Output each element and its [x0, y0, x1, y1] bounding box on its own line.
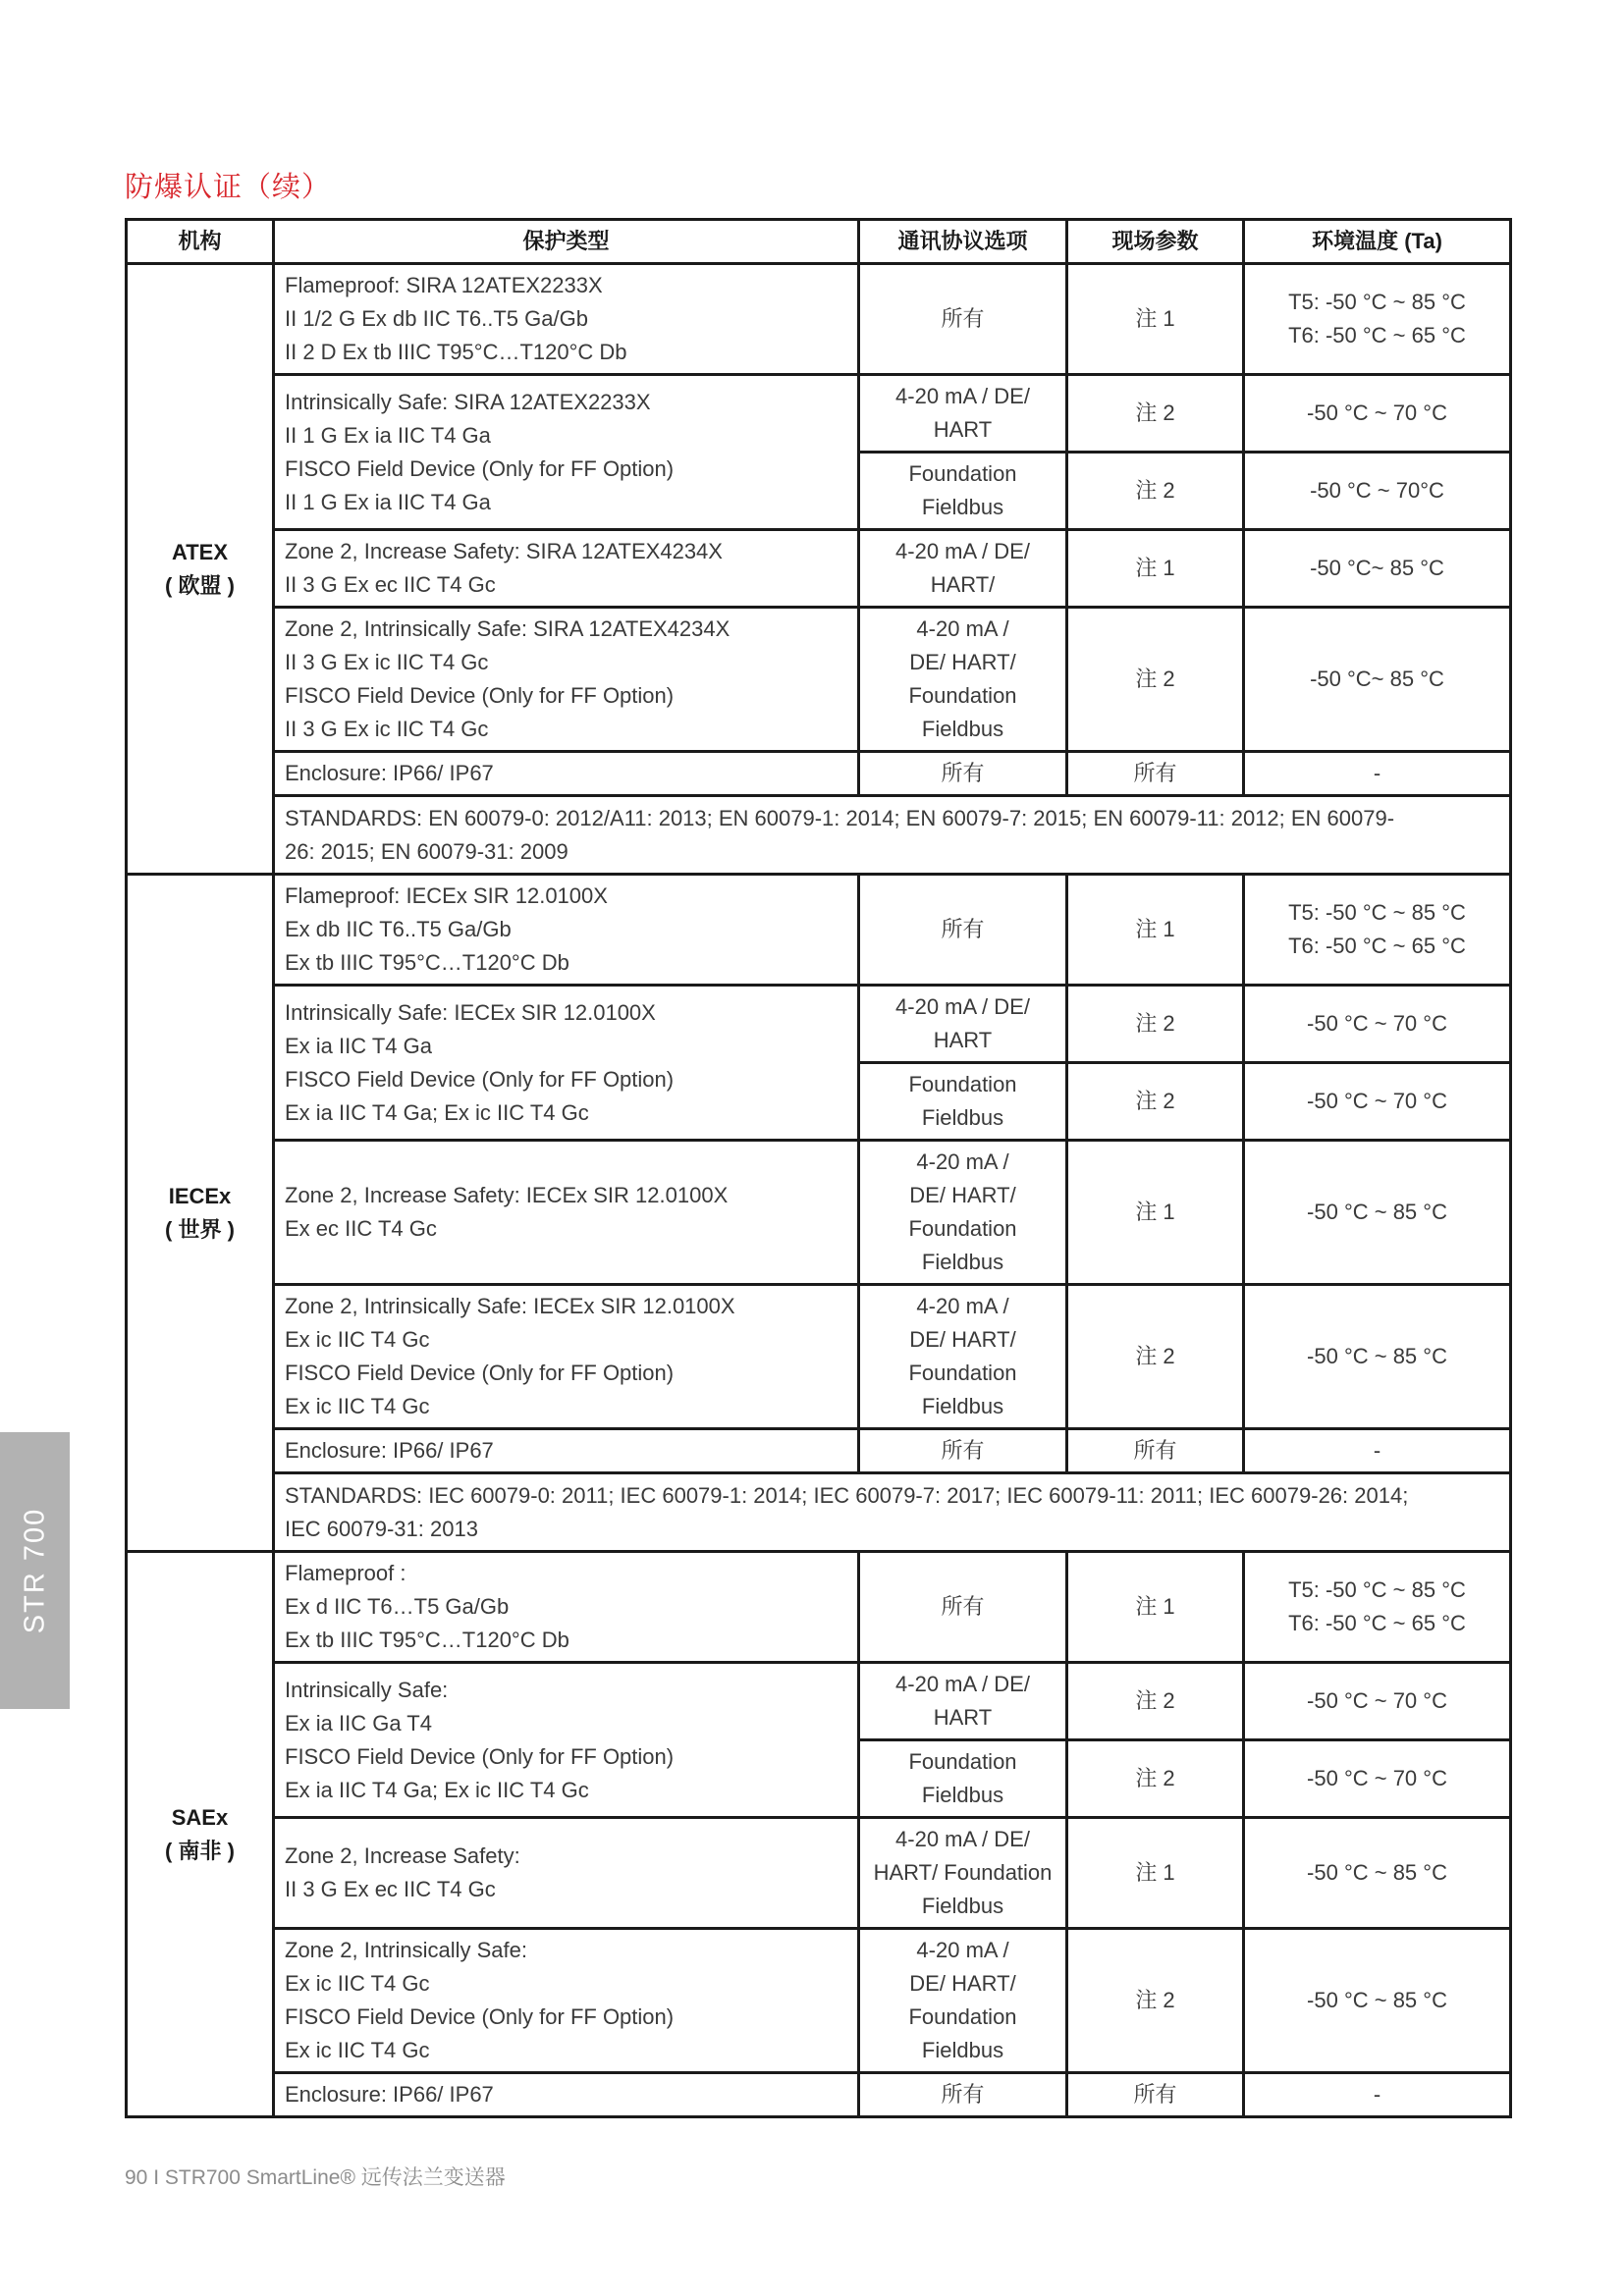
cell-line: 注 2: [1135, 400, 1175, 425]
cell-line: Enclosure: IP66/ IP67: [285, 761, 494, 785]
temp-cell: [1244, 875, 1511, 986]
cell-line: HART: [933, 1705, 993, 1730]
cell-line: Ex ia IIC T4 Ga: [285, 1033, 432, 1058]
comm-cell: [859, 752, 1067, 796]
comm-cell: [859, 1818, 1067, 1929]
standards-row: [127, 796, 1511, 875]
cell-line: Ex ic IIC T4 Gc: [285, 1394, 430, 1418]
cell-line: Fieldbus: [921, 1250, 1004, 1274]
table-row: [127, 2073, 1511, 2117]
cell-line: IECEx: [168, 1183, 232, 1208]
table-row: [127, 875, 1511, 986]
cell-line: -50 °C ~ 70 °C: [1307, 1011, 1447, 1036]
cell-line: Flameproof: IECEx SIR 12.0100X: [285, 883, 608, 908]
cell-line: DE/ HART/: [909, 650, 1016, 674]
table-row: [127, 1552, 1511, 1663]
cell-line: Ex db IIC T6..T5 Ga/Gb: [285, 917, 512, 941]
cell-line: FISCO Field Device (Only for FF Option): [285, 455, 675, 481]
table-row: [127, 608, 1511, 752]
comm-cell: [859, 375, 1067, 453]
field-cell: [1067, 1429, 1244, 1473]
cell-line: Zone 2, Increase Safety:: [285, 1843, 520, 1868]
cell-line: -: [1373, 2082, 1381, 2107]
cell-line: Zone 2, Increase Safety: SIRA 12ATEX4234X: [285, 539, 723, 563]
cell-line: Ex ic IIC T4 Gc: [285, 1327, 430, 1352]
cell-line: 所有: [941, 306, 985, 331]
cell-line: 注 2: [1135, 1344, 1175, 1368]
table-row: [127, 1141, 1511, 1285]
cell-line: T5: -50 °C ~ 85 °C: [1288, 900, 1466, 925]
field-cell: [1067, 2073, 1244, 2117]
cell-line: 注 2: [1135, 1011, 1175, 1036]
protection-cell: [274, 530, 859, 608]
cell-line: T5: -50 °C ~ 85 °C: [1288, 1577, 1466, 1602]
cell-line: 注 2: [1135, 1766, 1175, 1790]
field-cell: [1067, 264, 1244, 375]
cell-line: 26: 2015; EN 60079-31: 2009: [285, 838, 568, 864]
field-cell: [1067, 1818, 1244, 1929]
field-cell: [1067, 1141, 1244, 1285]
cell-line: Ex ia IIC Ga T4: [285, 1710, 432, 1735]
cell-line: SAEx: [171, 1804, 229, 1830]
table-row: [127, 752, 1511, 796]
cell-line: Ex ia IIC T4 Ga; Ex ic IIC T4 Gc: [285, 1099, 589, 1125]
cell-line: 注 2: [1135, 478, 1175, 503]
header-ambient-temp: 环境温度 (Ta): [1244, 220, 1511, 264]
cell-line: 注 2: [1135, 1988, 1175, 2012]
temp-cell: [1244, 1929, 1511, 2073]
cell-line: HART: [933, 417, 993, 442]
cell-line: Ex tb IIIC T95°C…T120°C Db: [285, 1628, 569, 1652]
cell-line: -50 °C~ 85 °C: [1310, 667, 1444, 691]
cell-line: 所有: [1133, 761, 1177, 785]
cell-line: 4-20 mA /: [916, 1938, 1009, 1962]
cell-line: -50 °C ~ 85 °C: [1307, 1344, 1447, 1368]
cell-line: 注 1: [1135, 917, 1175, 941]
field-cell: [1067, 1663, 1244, 1740]
cell-line: Foundation: [908, 1072, 1017, 1096]
table-row: [127, 1663, 1511, 1740]
comm-cell: [859, 1063, 1067, 1141]
field-cell: [1067, 530, 1244, 608]
protection-cell: [274, 986, 859, 1141]
comm-cell: [859, 2073, 1067, 2117]
temp-cell: [1244, 1063, 1511, 1141]
comm-cell: [859, 1929, 1067, 2073]
cell-line: ( 南非 ): [165, 1838, 235, 1863]
protection-cell: [274, 1429, 859, 1473]
page-footer: 90 I STR700 SmartLine® 远传法兰变送器: [125, 2166, 506, 2189]
header-comm-options: 通讯协议选项: [859, 220, 1067, 264]
cell-line: FISCO Field Device (Only for FF Option): [285, 1066, 675, 1092]
cell-line: II 3 G Ex ec IIC T4 Gc: [285, 1877, 496, 1901]
cell-line: 注 1: [1135, 556, 1175, 580]
cell-line: 注 2: [1135, 1688, 1175, 1713]
cell-line: Ex ia IIC T4 Ga; Ex ic IIC T4 Gc: [285, 1777, 589, 1802]
protection-cell: [274, 1929, 859, 2073]
protection-cell: [274, 608, 859, 752]
comm-cell: [859, 1552, 1067, 1663]
protection-cell: [274, 875, 859, 986]
cell-line: II 2 D Ex tb IIIC T95°C…T120°C Db: [285, 340, 627, 364]
cell-line: II 1/2 G Ex db IIC T6..T5 Ga/Gb: [285, 306, 588, 331]
cell-line: HART: [933, 1028, 993, 1052]
cell-line: T5: -50 °C ~ 85 °C: [1288, 290, 1466, 314]
cell-line: Ex tb IIIC T95°C…T120°C Db: [285, 950, 569, 975]
field-cell: [1067, 1740, 1244, 1818]
cell-line: FISCO Field Device (Only for FF Option): [285, 2004, 675, 2029]
cell-line: 注 2: [1135, 667, 1175, 691]
cell-line: Fieldbus: [921, 1894, 1004, 1918]
cell-line: Flameproof :: [285, 1561, 406, 1585]
comm-cell: [859, 1141, 1067, 1285]
comm-cell: [859, 875, 1067, 986]
cell-line: ( 欧盟 ): [165, 572, 235, 598]
cell-line: 4-20 mA / DE/: [895, 539, 1030, 563]
cell-line: 注 1: [1135, 1594, 1175, 1619]
cell-line: HART/: [930, 572, 996, 597]
table-row: [127, 264, 1511, 375]
header-field-params: 现场参数: [1067, 220, 1244, 264]
cell-line: Zone 2, Intrinsically Safe: SIRA 12ATEX4234X: [285, 616, 731, 641]
cell-line: DE/ HART/: [909, 1183, 1016, 1207]
comm-cell: [859, 264, 1067, 375]
field-cell: [1067, 375, 1244, 453]
cell-line: 所有: [1133, 2082, 1177, 2107]
standards-text: [274, 1473, 1511, 1552]
cell-line: -50 °C~ 85 °C: [1310, 556, 1444, 580]
cell-line: II 3 G Ex ec IIC T4 Gc: [285, 572, 496, 597]
temp-cell: [1244, 986, 1511, 1063]
protection-cell: [274, 1818, 859, 1929]
table-row: [127, 375, 1511, 453]
cell-line: FISCO Field Device (Only for FF Option): [285, 1361, 675, 1385]
cell-line: Ex d IIC T6…T5 Ga/Gb: [285, 1594, 510, 1619]
temp-cell: [1244, 1285, 1511, 1429]
temp-cell: [1244, 530, 1511, 608]
cell-line: ATEX: [171, 539, 229, 564]
temp-cell: [1244, 1552, 1511, 1663]
table-row: [127, 1818, 1511, 1929]
certification-table: [125, 218, 1512, 2118]
field-cell: [1067, 1285, 1244, 1429]
field-cell: [1067, 986, 1244, 1063]
cell-line: -50 °C ~ 70 °C: [1307, 1766, 1447, 1790]
cell-line: -50 °C ~ 70 °C: [1307, 1089, 1447, 1113]
cell-line: Foundation: [908, 461, 1017, 486]
cell-line: FISCO Field Device (Only for FF Option): [285, 683, 675, 708]
cell-line: 4-20 mA /: [916, 1294, 1009, 1318]
org-iecex: [127, 875, 274, 1552]
cell-line: Intrinsically Safe:: [285, 1677, 449, 1702]
field-cell: [1067, 1552, 1244, 1663]
table-row: [127, 1285, 1511, 1429]
protection-cell: [274, 375, 859, 530]
cell-line: Fieldbus: [921, 1105, 1004, 1130]
table-row: [127, 530, 1511, 608]
cell-line: Fieldbus: [921, 2038, 1004, 2062]
cell-line: IEC 60079-31: 2013: [285, 1516, 478, 1541]
cell-line: FISCO Field Device (Only for FF Option): [285, 1743, 675, 1769]
cell-line: 注 1: [1135, 306, 1175, 331]
cell-line: Intrinsically Safe: IECEx SIR 12.0100X: [285, 999, 656, 1025]
cell-line: STANDARDS: IEC 60079-0: 2011; IEC 60079-1: 2014; IEC 60079-7: 2017; IEC 60079-11: 2011; IEC 60079-26: 2014;: [285, 1482, 1409, 1508]
temp-cell: [1244, 1141, 1511, 1285]
comm-cell: [859, 608, 1067, 752]
table-header-row: [127, 220, 1511, 264]
table-row: [127, 1929, 1511, 2073]
cell-line: 注 1: [1135, 1860, 1175, 1885]
cell-line: -50 °C ~ 70°C: [1310, 478, 1444, 503]
cell-line: 4-20 mA / DE/: [895, 994, 1030, 1019]
cell-line: HART/ Foundation: [873, 1860, 1053, 1885]
comm-cell: [859, 986, 1067, 1063]
cell-line: Fieldbus: [921, 717, 1004, 741]
cell-line: Intrinsically Safe: SIRA 12ATEX2233X: [285, 389, 651, 414]
protection-cell: [274, 264, 859, 375]
cell-line: T6: -50 °C ~ 65 °C: [1288, 934, 1466, 958]
cell-line: Fieldbus: [921, 495, 1004, 519]
field-cell: [1067, 608, 1244, 752]
protection-cell: [274, 1552, 859, 1663]
comm-cell: [859, 1429, 1067, 1473]
comm-cell: [859, 1663, 1067, 1740]
temp-cell: [1244, 264, 1511, 375]
cell-line: T6: -50 °C ~ 65 °C: [1288, 1611, 1466, 1635]
org-atex: [127, 264, 274, 875]
table-row: [127, 1429, 1511, 1473]
temp-cell: [1244, 608, 1511, 752]
cell-line: Ex ic IIC T4 Gc: [285, 1971, 430, 1996]
cell-line: Flameproof: SIRA 12ATEX2233X: [285, 273, 603, 297]
cell-line: 所有: [1133, 1438, 1177, 1463]
cell-line: Ex ic IIC T4 Gc: [285, 2038, 430, 2062]
standards-row: [127, 1473, 1511, 1552]
temp-cell: [1244, 1663, 1511, 1740]
cell-line: Foundation: [908, 683, 1017, 708]
side-tab: [0, 1432, 70, 1709]
cell-line: Foundation: [908, 1216, 1017, 1241]
protection-cell: [274, 2073, 859, 2117]
cell-line: II 1 G Ex ia IIC T4 Ga: [285, 422, 491, 448]
cell-line: II 3 G Ex ic IIC T4 Gc: [285, 717, 489, 741]
cell-line: 所有: [941, 917, 985, 941]
cell-line: -50 °C ~ 70 °C: [1307, 1688, 1447, 1713]
page-title: 防爆认证（续）: [125, 172, 332, 203]
cell-line: Zone 2, Intrinsically Safe: IECEx SIR 12.0100X: [285, 1294, 735, 1318]
comm-cell: [859, 1740, 1067, 1818]
cell-line: -50 °C ~ 70 °C: [1307, 400, 1447, 425]
cell-line: 所有: [941, 1438, 985, 1463]
cell-line: ( 世界 ): [165, 1216, 235, 1242]
cell-line: Enclosure: IP66/ IP67: [285, 1438, 494, 1463]
cell-line: -50 °C ~ 85 °C: [1307, 1988, 1447, 2012]
table-row: [127, 986, 1511, 1063]
comm-cell: [859, 453, 1067, 530]
temp-cell: [1244, 453, 1511, 530]
cell-line: -50 °C ~ 85 °C: [1307, 1860, 1447, 1885]
temp-cell: [1244, 1429, 1511, 1473]
field-cell: [1067, 453, 1244, 530]
field-cell: [1067, 1929, 1244, 2073]
protection-cell: [274, 1285, 859, 1429]
cell-line: STANDARDS: EN 60079-0: 2012/A11: 2013; EN 60079-1: 2014; EN 60079-7: 2015; EN 60079-11: 2012; EN 60079-: [285, 805, 1395, 830]
protection-cell: [274, 1141, 859, 1285]
cell-line: Foundation: [908, 1749, 1017, 1774]
cell-line: Enclosure: IP66/ IP67: [285, 2082, 494, 2107]
comm-cell: [859, 530, 1067, 608]
cell-line: Fieldbus: [921, 1783, 1004, 1807]
cell-line: -50 °C ~ 85 °C: [1307, 1200, 1447, 1224]
cell-line: DE/ HART/: [909, 1971, 1016, 1996]
protection-cell: [274, 1663, 859, 1818]
cell-line: II 3 G Ex ic IIC T4 Gc: [285, 650, 489, 674]
cell-line: Ex ec IIC T4 Gc: [285, 1216, 437, 1241]
header-org: 机构: [127, 220, 274, 264]
cell-line: 4-20 mA /: [916, 616, 1009, 641]
cell-line: T6: -50 °C ~ 65 °C: [1288, 323, 1466, 347]
cell-line: Foundation: [908, 1361, 1017, 1385]
side-tab-label: STR 700: [19, 1507, 50, 1634]
cell-line: Foundation: [908, 2004, 1017, 2029]
temp-cell: [1244, 1818, 1511, 1929]
header-protection-type: 保护类型: [274, 220, 859, 264]
temp-cell: [1244, 375, 1511, 453]
cell-line: 所有: [941, 761, 985, 785]
cell-line: 所有: [941, 2082, 985, 2107]
cell-line: 4-20 mA / DE/: [895, 1672, 1030, 1696]
cell-line: Fieldbus: [921, 1394, 1004, 1418]
cell-line: 4-20 mA / DE/: [895, 384, 1030, 408]
cell-line: 4-20 mA /: [916, 1149, 1009, 1174]
temp-cell: [1244, 2073, 1511, 2117]
standards-text: [274, 796, 1511, 875]
cell-line: -: [1373, 1438, 1381, 1463]
cell-line: II 1 G Ex ia IIC T4 Ga: [285, 489, 491, 514]
cell-line: 所有: [941, 1594, 985, 1619]
cell-line: -: [1373, 761, 1381, 785]
cell-line: DE/ HART/: [909, 1327, 1016, 1352]
field-cell: [1067, 875, 1244, 986]
cell-line: 注 2: [1135, 1089, 1175, 1113]
temp-cell: [1244, 752, 1511, 796]
protection-cell: [274, 752, 859, 796]
field-cell: [1067, 752, 1244, 796]
cell-line: 4-20 mA / DE/: [895, 1827, 1030, 1851]
temp-cell: [1244, 1740, 1511, 1818]
field-cell: [1067, 1063, 1244, 1141]
org-saex: [127, 1552, 274, 2117]
cell-line: 注 1: [1135, 1200, 1175, 1224]
cell-line: Zone 2, Intrinsically Safe:: [285, 1938, 528, 1962]
comm-cell: [859, 1285, 1067, 1429]
cell-line: Zone 2, Increase Safety: IECEx SIR 12.0100X: [285, 1183, 729, 1207]
